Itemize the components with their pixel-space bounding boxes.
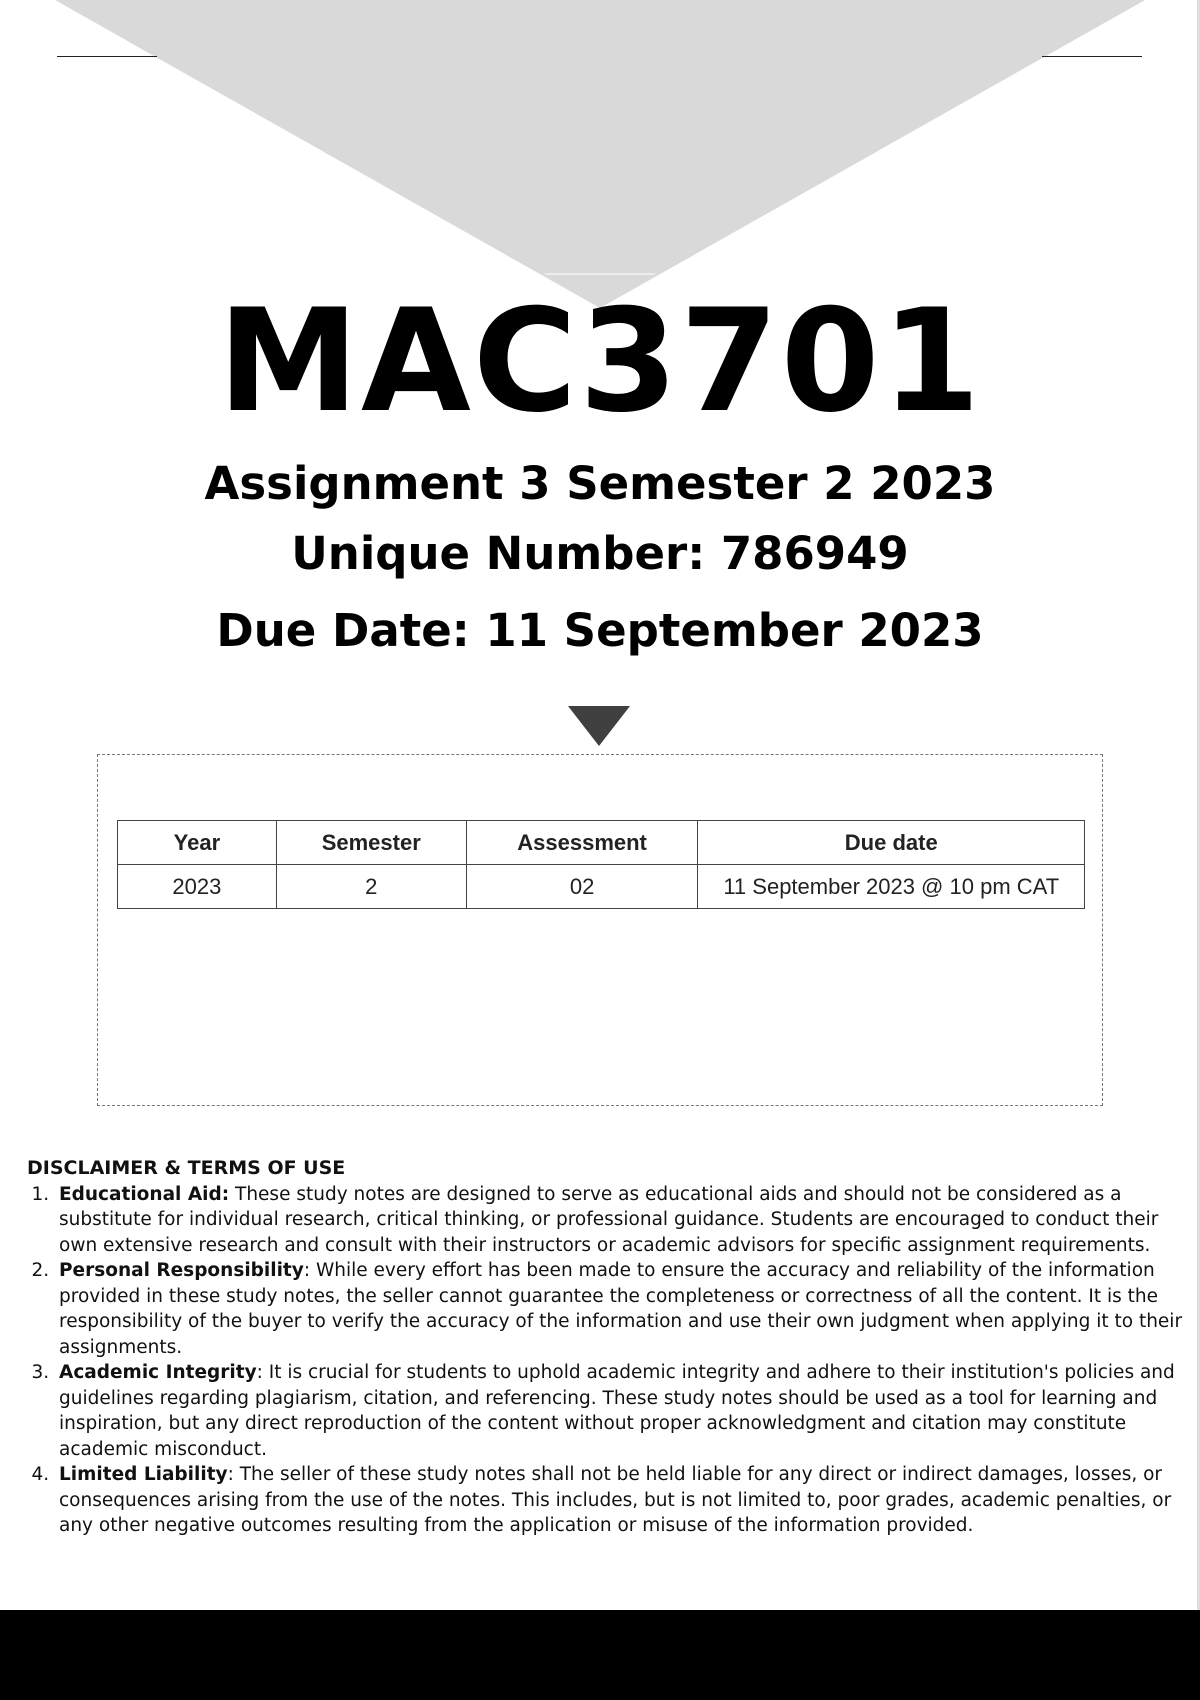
list-item — [55, 1182, 1185, 1259]
term-heading: Personal Responsibility — [59, 1260, 304, 1281]
term-heading: Limited Liability — [59, 1464, 228, 1485]
cell-due-date: 11 September 2023 @ 10 pm CAT — [698, 865, 1085, 909]
disclaimer-title: DISCLAIMER & TERMS OF USE — [27, 1157, 346, 1179]
unique-number-line: Unique Number: 786949 — [291, 527, 909, 580]
course-code-title: MAC3701 — [217, 279, 983, 444]
term-heading: Academic Integrity — [59, 1362, 257, 1383]
viewer-bottom-band — [0, 1610, 1200, 1700]
header-rule-left — [57, 56, 157, 57]
column-header-due-date: Due date — [698, 821, 1085, 865]
column-header-assessment: Assessment — [466, 821, 698, 865]
term-text: These study notes are designed to serve as educational aids and should not be considered as a substitute for individual research, critical thinking, or professional guidance. Students are encouraged to conduct their own extensive research and consult with their instructors or academic advisors for specific assignment requirements. — [59, 1183, 1159, 1256]
list-item — [55, 1462, 1185, 1539]
top-banner-triangle — [0, 0, 1200, 310]
due-date-line: Due Date: 11 September 2023 — [216, 604, 984, 657]
column-header-year: Year — [118, 821, 277, 865]
header-rule-right — [1042, 56, 1142, 57]
list-item — [55, 1258, 1185, 1360]
term-text: : It is crucial for students to uphold academic integrity and adhere to their institution's policies and guidelines regarding plagiarism, citation, and referencing. These study notes should be used as a tool for learning and inspiration, but any direct reproduction of the content without proper acknowledgment and citation may constitute academic misconduct. — [59, 1362, 1175, 1460]
down-triangle-icon — [568, 706, 630, 746]
cell-year: 2023 — [118, 865, 277, 909]
table-header-row — [118, 821, 1085, 865]
list-item — [55, 1360, 1185, 1462]
disclaimer-section — [25, 1156, 1185, 1539]
assessment-info-box — [97, 754, 1103, 1106]
table-row — [118, 865, 1085, 909]
term-text: : The seller of these study notes shall not be held liable for any direct or indirect damages, losses, or consequences arising from the use of the notes. This includes, but is not limited to, poor grades, academic penalties, or any other negative outcomes resulting from the application or misuse of the information provided. — [59, 1464, 1172, 1536]
terms-list — [25, 1182, 1185, 1539]
column-header-semester: Semester — [276, 821, 466, 865]
cell-semester: 2 — [276, 865, 466, 909]
assessment-table — [117, 820, 1085, 909]
cell-assessment: 02 — [466, 865, 698, 909]
term-heading: Educational Aid: — [59, 1183, 230, 1205]
term-text: : While every effort has been made to ensure the accuracy and reliability of the information provided in these study notes, the seller cannot guarantee the completeness or correctness of all the content. It is the responsibility of the buyer to verify the accuracy of the information and use their own judgment when applying it to their assignments. — [59, 1260, 1183, 1358]
assignment-line: Assignment 3 Semester 2 2023 — [204, 457, 996, 510]
